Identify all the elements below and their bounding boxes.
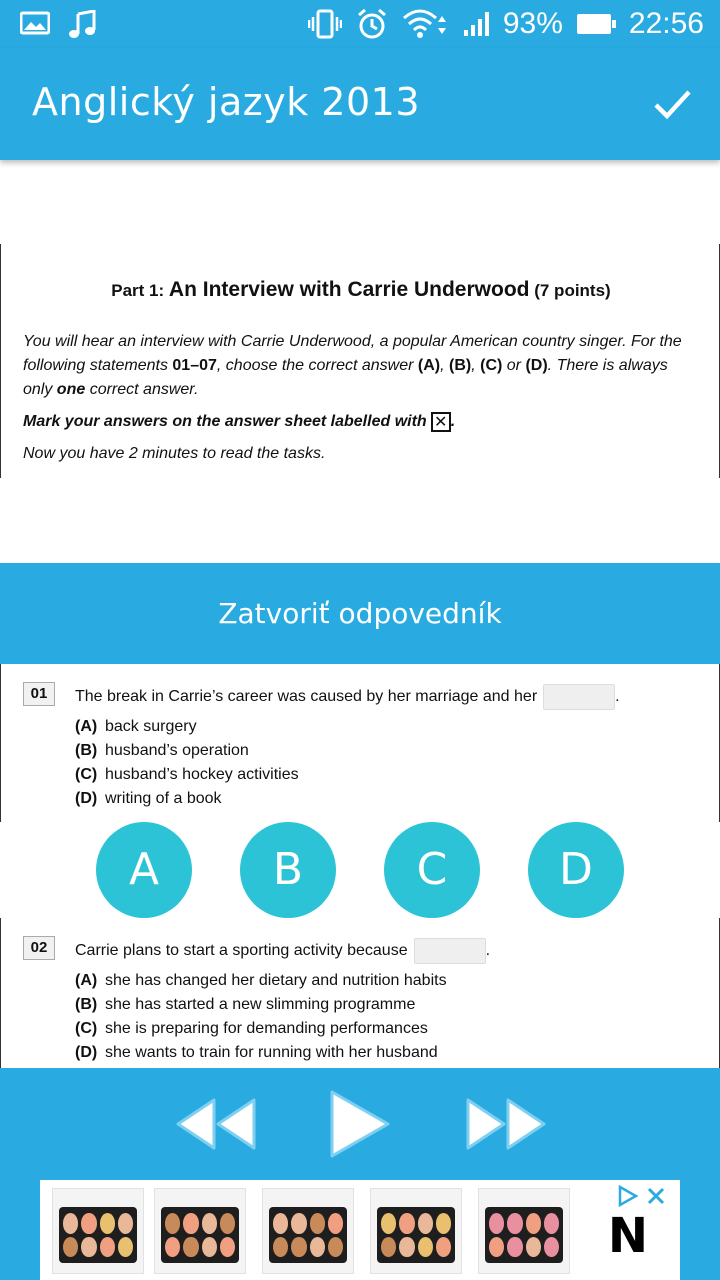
palette-swatch [526,1237,541,1258]
palette-swatch [310,1237,325,1258]
palette-swatch [544,1237,559,1258]
document-page [0,244,720,478]
music-note-icon [68,10,98,40]
palette-swatch [310,1213,325,1234]
option-text: she is preparing for demanding performances [105,1020,428,1037]
answer-b-button[interactable]: B [240,822,336,918]
palette-swatch [436,1213,451,1234]
play-icon[interactable] [318,1088,398,1160]
palette-swatch [328,1213,343,1234]
status-bar [0,0,720,48]
mark-end: . [450,413,456,430]
palette-swatch [544,1213,559,1234]
intro-or: or [502,357,526,374]
instructions: You will hear an interview with Carrie Underwood, a popular American country singer. For the following statements 01–07, choose the correct answer (A), (B), (C) or (D). There is always only one correct answer. [23,333,682,398]
option-c [75,1020,428,1038]
palette-swatch [202,1237,217,1258]
question-02 [0,918,720,1068]
option-letter: (B) [75,742,98,759]
ad-product-image[interactable] [478,1188,570,1274]
palette-image [377,1207,455,1263]
palette-swatch [220,1237,235,1258]
answer-c-button[interactable]: C [384,822,480,918]
palette-swatch [183,1237,198,1258]
option-letter: (C) [75,1020,98,1037]
palette-swatch [418,1213,433,1234]
option-text: husband’s operation [105,742,249,759]
close-answer-sheet-button[interactable]: Zatvoriť odpovedník [0,563,720,664]
intro-text-d: correct answer. [85,381,199,398]
palette-swatch [507,1237,522,1258]
question-number: 02 [23,936,55,960]
palette-swatch [507,1213,522,1234]
cross-box-icon: ✕ [431,412,451,432]
palette-swatch [273,1237,288,1258]
option-text: she wants to train for running with her husband [105,1044,438,1061]
palette-swatch [381,1237,396,1258]
ad-product-image[interactable] [52,1188,144,1274]
option-b [75,996,415,1014]
palette-swatch [328,1237,343,1258]
palette-swatch [399,1213,414,1234]
part-label: Part 1: [111,281,165,300]
mark-text: Mark your answers on the answer sheet labelled with [23,413,427,430]
option-text: husband’s hockey activities [105,766,299,783]
intro-opt-a: (A) [417,357,441,374]
gallery-icon [20,10,50,36]
palette-swatch [291,1237,306,1258]
question-number: 01 [23,682,55,706]
clock: 22:56 [628,7,704,40]
palette-swatch [81,1237,96,1258]
palette-swatch [165,1237,180,1258]
intro-opt-b: (B) [449,357,472,374]
palette-swatch [526,1213,541,1234]
palette-swatch [220,1213,235,1234]
ad-banner[interactable] [40,1180,680,1280]
question-text-body: The break in Carrie’s career was caused by her marriage and her [75,688,538,706]
option-b [75,742,249,760]
intro-one: one [56,381,86,398]
app-bar [0,48,720,160]
rewind-icon[interactable] [170,1088,260,1160]
option-text: she has changed her dietary and nutrition habits [105,972,447,989]
intro-text-c: . There is always only [23,357,668,398]
palette-swatch [63,1237,78,1258]
palette-swatch [399,1237,414,1258]
intro-range: 01–07 [172,357,217,374]
ad-product-image[interactable] [262,1188,354,1274]
intro-opt-d: (D) [525,357,548,374]
palette-swatch [63,1213,78,1234]
option-d [75,1044,438,1062]
palette-swatch [418,1237,433,1258]
palette-image [269,1207,347,1263]
palette-swatch [118,1237,133,1258]
option-text: back surgery [105,718,197,735]
question-text: Carrie plans to start a sporting activity because . [75,938,490,964]
palette-image [59,1207,137,1263]
answer-buttons [0,822,720,918]
mark-instruction [23,410,701,434]
time-note: Now you have 2 minutes to read the tasks. [23,445,326,462]
answer-d-button[interactable]: D [528,822,624,918]
palette-swatch [381,1213,396,1234]
ad-choices-icon[interactable] [616,1184,668,1210]
fast-forward-icon[interactable] [462,1088,552,1160]
part-points: (7 points) [534,281,611,300]
signal-icon [464,12,489,36]
palette-swatch [489,1237,504,1258]
alarm-icon [356,8,388,40]
option-a [75,718,197,736]
page-title: Anglický jazyk 2013 [32,80,420,124]
option-letter: (A) [75,718,98,735]
option-letter: (B) [75,996,98,1013]
option-letter: (C) [75,766,98,783]
palette-swatch [165,1213,180,1234]
part-title: An Interview with Carrie Underwood [168,278,530,301]
palette-swatch [202,1213,217,1234]
palette-swatch [81,1213,96,1234]
battery-percent: 93% [502,7,563,40]
option-letter: (D) [75,790,98,807]
answer-blank [414,938,486,964]
palette-swatch [291,1213,306,1234]
option-c [75,766,299,784]
question-01 [0,664,720,822]
palette-swatch [489,1213,504,1234]
ad-brand-logo[interactable]: N [607,1208,648,1264]
check-icon[interactable] [650,82,694,126]
palette-swatch [100,1237,115,1258]
intro-opt-c: (C) [480,357,503,374]
option-letter: (D) [75,1044,98,1061]
intro-text-a: You will hear an interview with Carrie Underwood, a popular American country singer. For the following statements [23,333,682,374]
option-d [75,790,222,808]
palette-swatch [273,1213,288,1234]
part-heading [1,278,720,302]
palette-swatch [118,1213,133,1234]
answer-a-button[interactable]: A [96,822,192,918]
intro-text-b: , choose the correct answer [216,357,418,374]
option-letter: (A) [75,972,98,989]
option-a [75,972,447,990]
battery-icon [577,14,611,34]
wifi-icon [402,8,450,40]
palette-swatch [436,1237,451,1258]
palette-swatch [183,1213,198,1234]
vibrate-icon [308,9,342,39]
palette-image [485,1207,563,1263]
option-text: writing of a book [105,790,222,807]
palette-image [161,1207,239,1263]
palette-swatch [100,1213,115,1234]
ad-product-image[interactable] [154,1188,246,1274]
question-text: The break in Carrie’s career was caused by her marriage and her . [75,684,620,710]
answer-blank [543,684,615,710]
ad-product-image[interactable] [370,1188,462,1274]
option-text: she has started a new slimming programme [105,996,416,1013]
question-text-body: Carrie plans to start a sporting activity because [75,942,408,960]
